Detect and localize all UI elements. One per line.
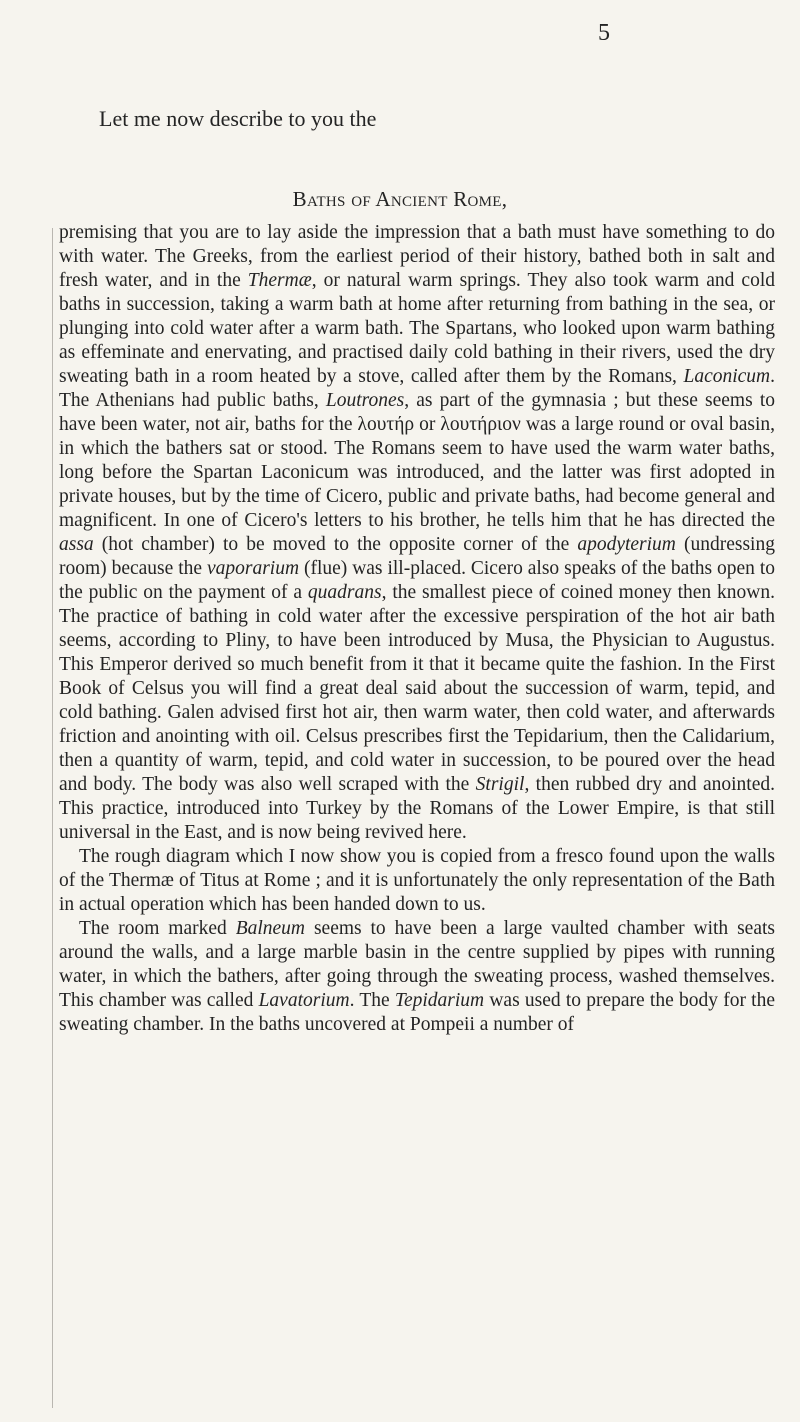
text-run: , or natural warm springs. They also took warm and cold baths in succession, taking a warm bath at home after returning from bathing in the sea, or plunging into cold water after a warm bath. The Spartans, who looked upon warm bathing as effeminate and enervating, and practised daily cold bathing in their rivers, used the dry sweating bath in a room heated by a stove, called after them by the Romans, [59,270,775,387]
text-run: , the smallest piece of coined money then known. The practice of bathing in cold water after the excessive perspiration of the hot air bath seems, according to Pliny, to have been introduced by Musa, the Physician to Augustus. This Emperor derived so much benefit from it that it became quite the fashion. In the First Book of Celsus you will find a great deal said about the succession of warm, tepid, and cold bathing. Galen advised first hot air, then warm water, then cold water, and afterwards friction and anointing with oil. Celsus prescribes first the Tepidarium, then the Calidarium, then a quantity of warm, tepid, and cold water in succession, to be poured over the head and body. The body was also well scraped with the [59,582,775,795]
text-run: premising that you are to lay aside the impression that a bath must have something to do with water. The Greeks, from the earliest period of their history, bathed both in salt and fresh water, and in the [59,222,775,291]
italic-term: quadrans [307,582,382,603]
italic-term: Lavatorium [258,990,350,1011]
italic-term: Strigil [475,774,525,795]
text-run: was used to prepare the body for the sweating chamber. In the baths uncovered at Pompeii a number of [59,990,775,1035]
italic-term: assa [59,534,94,555]
italic-term: vaporarium [206,558,300,579]
body-text [59,221,775,1037]
italic-term: Tepidarium [394,990,485,1011]
text-run: (undressing room) because the [59,534,775,579]
intro-line: Let me now describe to you the [99,106,377,131]
section-heading: Baths of Ancient Rome, [292,187,508,211]
text-run: , as part of the gymnasia ; but these seems to have been water, not air, baths for the λουτήρ or λουτήριον was a large round or oval basin, in which the bathers sat or stood. The Romans seem to have used the warm water baths, long before the Spartan Laconicum was introduced, and the latter was first adopted in private houses, but by the time of Cicero, public and private baths, had become general and magnificent. In one of Cicero's letters to his brother, he tells him that he has directed the [59,390,775,531]
text-run: The room marked [79,918,236,939]
text-run: (hot chamber) to be moved to the opposite corner of the [93,534,578,555]
page-number: 5 [598,20,610,46]
italic-term: Laconicum [683,366,771,387]
text-run: . The Athenians had public baths, [59,366,775,411]
text-run: The rough diagram which I now show you is copied from a fresco found upon the walls of the Thermæ of Titus at Rome ; and it is unfortunately the only representation of the Bath in actual operation which has been handed down to us. [59,846,775,915]
text-run: . The [349,990,395,1011]
paragraph [59,221,775,845]
italic-term: Balneum [235,918,306,939]
text-run: (flue) was ill-placed. Cicero also speaks of the baths open to the public on the payment of a [59,558,775,603]
paragraph [59,917,775,1037]
italic-term: apodyterium [577,534,676,555]
text-run: seems to have been a large vaulted chamber with seats around the walls, and a large marble basin in the centre supplied by pipes with running water, in which the bathers, after going through the sweating process, washed themselves. This chamber was called [59,918,776,1011]
italic-term: Thermæ [247,270,312,291]
paragraph [59,845,775,917]
italic-term: Loutrones [325,390,405,411]
text-run: , then rubbed dry and anointed. This practice, introduced into Turkey by the Romans of the Lower Empire, is that still universal in the East, and is now being revived here. [59,774,775,843]
binding-gutter-line [52,228,53,1408]
